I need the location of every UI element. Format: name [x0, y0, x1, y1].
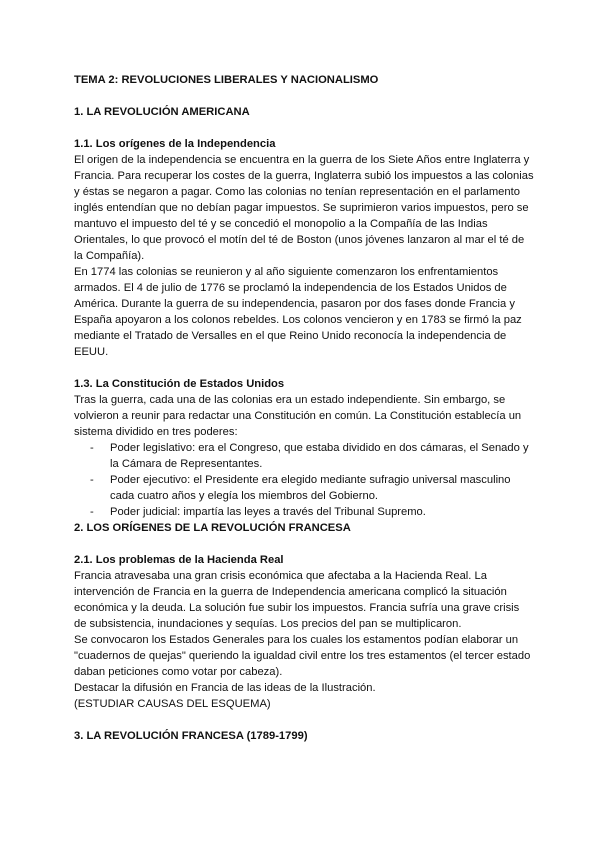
paragraph: El origen de la independencia se encuentra en la guerra de los Siete Años entre Inglaterra y Francia. Para recuperar los costes de la guerra, Inglaterra subió los impuestos a las colonias y éstas se negaron a pagar. Como las colonias no tenían representación en el parlamento inglés entendían que no debían pagar impuestos. Se suprimieron varios impuestos, pero se mantuvo el impuesto del té y se concedió el monopolio a la Compañía de las Indias Orientales, lo que provocó el motín del té de Boston (unos jóvenes lanzaron al mar el té de la Compañía). — [74, 154, 534, 262]
document-page — [74, 72, 534, 744]
section-2-1-heading: 2.1. Los problemas de la Hacienda Real — [74, 554, 284, 566]
section-2-heading: 2. LOS ORÍGENES DE LA REVOLUCIÓN FRANCESA — [74, 522, 351, 534]
section-1-heading: 1. LA REVOLUCIÓN AMERICANA — [74, 106, 250, 118]
list-item-text: Poder judicial: impartía las leyes a través del Tribunal Supremo. — [110, 506, 426, 518]
document-title: TEMA 2: REVOLUCIONES LIBERALES Y NACIONALISMO — [74, 74, 379, 86]
section-1-1-heading: 1.1. Los orígenes de la Independencia — [74, 138, 276, 150]
paragraph: Francia atravesaba una gran crisis económica que afectaba a la Hacienda Real. La intervención de Francia en la guerra de Independencia americana complicó la situación económica y la deuda. La solución fue subir los impuestos. Francia sufría una grave crisis de subsistencia, inundaciones y sequías. Los precios del pan se multiplicaron. — [74, 570, 520, 630]
spacer — [74, 360, 534, 376]
section-1-3-heading: 1.3. La Constitución de Estados Unidos — [74, 378, 285, 390]
dash-bullet: - — [90, 474, 94, 486]
spacer — [74, 712, 534, 728]
dash-bullet: - — [90, 442, 94, 454]
section-3-heading: 3. LA REVOLUCIÓN FRANCESA (1789-1799) — [74, 730, 308, 742]
paragraph: Se convocaron los Estados Generales para los cuales los estamentos podían elaborar un "cuadernos de quejas" queriendo la igualdad civil entre los tres estamentos (el tercer estado daban peticiones como votar por cabeza). — [74, 634, 531, 678]
powers-list — [74, 440, 534, 520]
paragraph: Tras la guerra, cada una de las colonias era un estado independiente. Sin embargo, se volvieron a reunir para redactar una Constitución en común. La Constitución establecía un sistema dividido en tres poderes: — [74, 394, 522, 438]
spacer — [74, 120, 534, 136]
list-item-text: Poder ejecutivo: el Presidente era elegido mediante sufragio universal masculino cada cuatro años y elegía los miembros del Gobierno. — [110, 474, 511, 502]
list-item — [90, 472, 534, 504]
list-item — [90, 504, 534, 520]
list-item-text: Poder legislativo: era el Congreso, que estaba dividido en dos cámaras, el Senado y la Cámara de Representantes. — [110, 442, 529, 470]
paragraph: En 1774 las colonias se reunieron y al año siguiente comenzaron los enfrentamientos armados. El 4 de julio de 1776 se proclamó la independencia de los Estados Unidos de América. Durante la guerra de su independencia, pasaron por dos fases donde Francia y España apoyaron a los colonos rebeldes. Los colonos vencieron y en 1783 se firmó la paz mediante el Tratado de Versalles en el que Reino Unido reconocía la independencia de EEUU. — [74, 266, 522, 358]
list-item — [90, 440, 534, 472]
spacer — [74, 536, 534, 552]
dash-bullet: - — [90, 506, 94, 518]
paragraph: (ESTUDIAR CAUSAS DEL ESQUEMA) — [74, 698, 271, 710]
paragraph: Destacar la difusión en Francia de las ideas de la Ilustración. — [74, 682, 376, 694]
